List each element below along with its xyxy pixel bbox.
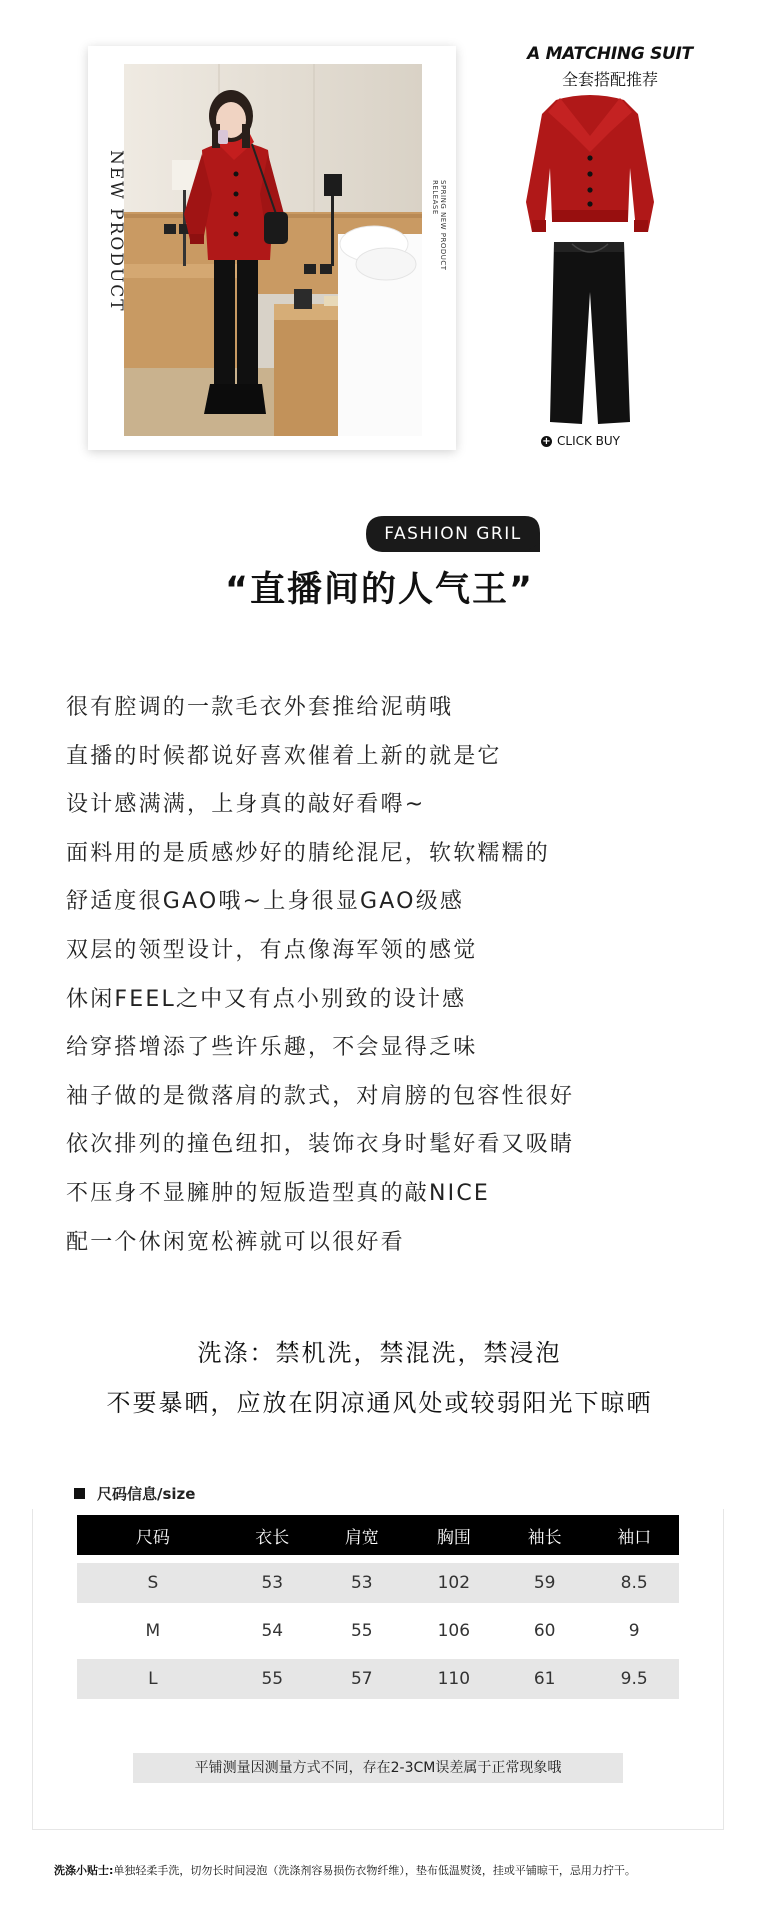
click-buy-link[interactable]	[541, 434, 620, 448]
table-cell: 55	[350, 1621, 373, 1641]
table-cell: 55	[229, 1659, 316, 1699]
description-line: 直播的时候都说好喜欢催着上新的就是它	[66, 743, 502, 769]
header-cell: 尺码	[77, 1515, 229, 1555]
description-block	[66, 690, 574, 1273]
table-cell: M	[145, 1621, 161, 1641]
table-cell: 102	[408, 1563, 500, 1603]
header-cell: 袖长	[500, 1515, 590, 1555]
header-cell: 衣长	[229, 1515, 316, 1555]
description-line: 面料用的是质感炒好的腈纶混尼，软软糯糯的	[66, 840, 551, 866]
header-cell: 袖口	[589, 1515, 679, 1555]
table-cell: 54	[261, 1621, 284, 1641]
table-cell: 59	[500, 1563, 590, 1603]
table-cell: 110	[408, 1659, 500, 1699]
description-line: 配一个休闲宽松裤就可以很好看	[66, 1229, 405, 1255]
fashion-badge-text: FASHION GRIL	[384, 524, 522, 544]
care-line-2: 不要暴晒，应放在阴凉通风处或较弱阳光下晾晒	[106, 1389, 653, 1417]
table-cell: 106	[437, 1621, 471, 1641]
description-line: 设计感满满，上身真的敲好看嘚~	[66, 792, 426, 818]
table-cell: 60	[533, 1621, 556, 1641]
washing-tips	[54, 1862, 734, 1878]
matching-suit-subtitle: 全套搭配推荐	[561, 70, 658, 89]
pants-image	[550, 242, 630, 424]
size-heading-text: 尺码信息/size	[97, 1485, 196, 1503]
care-line-1: 洗涤：禁机洗，禁混洗，禁浸泡	[197, 1339, 562, 1367]
table-row	[77, 1563, 679, 1603]
header-cell: 肩宽	[316, 1515, 408, 1555]
description-line: 很有腔调的一款毛衣外套推给泥萌哦	[66, 695, 454, 720]
matching-suit-title: A MATCHING SUIT	[527, 44, 693, 64]
description-line: 依次排列的撞色纽扣，装饰衣身时髦好看又吸睛	[66, 1132, 575, 1158]
headline-title: “直播间的人气王”	[224, 570, 534, 610]
table-cell: 57	[316, 1659, 408, 1699]
care-instructions	[0, 1333, 759, 1433]
washing-tips-text: 单独轻柔手洗，切勿长时间浸泡（洗涤剂容易损伤衣物纤维），垫布低温熨烫，挂或平铺晾干，忌用力拧干。	[113, 1864, 636, 1877]
table-cell: 53	[229, 1563, 316, 1603]
measurement-note: 平铺测量因测量方式不同，存在2-3CM误差属于正常现象哦	[133, 1753, 623, 1783]
size-heading	[74, 1483, 195, 1504]
description-line: 不压身不显臃肿的短版造型真的敲NICE	[66, 1180, 491, 1206]
size-table-header	[77, 1515, 679, 1555]
square-bullet-icon	[74, 1488, 85, 1499]
table-cell: S	[77, 1563, 229, 1603]
table-cell: 8.5	[589, 1563, 679, 1603]
table-cell: 9	[628, 1621, 640, 1641]
model-photo	[124, 64, 422, 436]
table-cell: 9.5	[589, 1659, 679, 1699]
size-table	[77, 1515, 679, 1699]
click-buy-label: CLICK BUY	[557, 434, 621, 448]
table-cell: L	[77, 1659, 229, 1699]
description-line: 休闲FEEL之中又有点小别致的设计感	[66, 986, 467, 1012]
table-cell: 53	[316, 1563, 408, 1603]
header-cell: 胸围	[408, 1515, 500, 1555]
description-line: 袖子做的是微落肩的款式，对肩膀的包容性很好	[66, 1083, 575, 1109]
table-cell: 61	[500, 1659, 590, 1699]
description-line: 双层的领型设计，有点像海军领的感觉	[66, 937, 478, 963]
spring-release-label: SPRING NEW PRODUCT RELEASE	[431, 180, 447, 271]
sweater-image	[526, 95, 654, 232]
description-line: 给穿搭增添了些许乐趣，不会显得乏味	[66, 1035, 478, 1061]
washing-tips-label: 洗涤小贴士:	[54, 1864, 114, 1877]
description-line: 舒适度很GAO哦~上身很显GAO级感	[66, 889, 465, 915]
table-row	[77, 1659, 679, 1699]
outfit-illustration	[510, 92, 670, 432]
plus-circle-icon: +	[542, 435, 551, 447]
table-row	[77, 1611, 679, 1651]
new-product-label: NEW PRODUCT	[106, 150, 126, 313]
